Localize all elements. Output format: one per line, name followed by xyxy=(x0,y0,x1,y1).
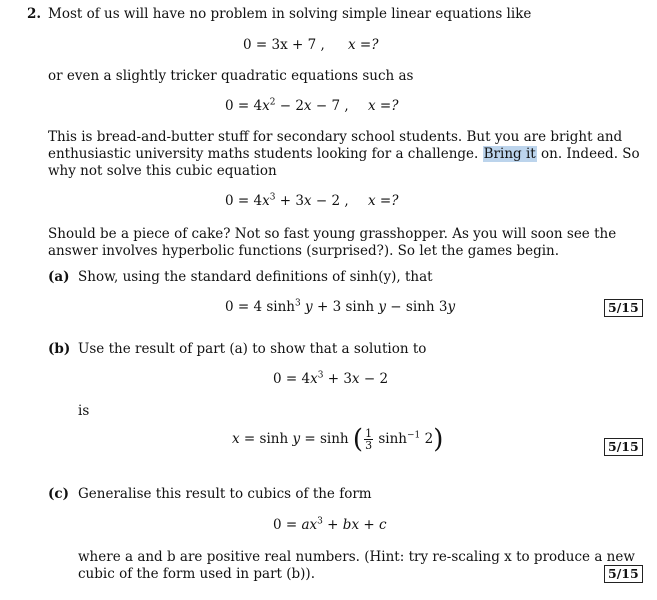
equation-quadratic: $0 = 4x^2 - 2x - 7$ , xyxy=(225,97,349,114)
equation-part-c: $0 = ax^3$ + bx + c xyxy=(273,516,387,533)
part-b-is: is xyxy=(78,403,90,419)
part-a-label: (a) xyxy=(48,269,70,285)
equation-part-b-solution: x = sinh y = sinh ( $\frac{1}{3}$ $\sinh^{-1} 2$) xyxy=(232,424,444,455)
part-b-label: (b) xyxy=(48,341,71,357)
problem-number: 2. xyxy=(27,6,42,22)
equation-quadratic-unknown: x =? xyxy=(368,98,399,114)
equation-cubic-unknown: x =? xyxy=(368,193,399,209)
part-b-text: Use the result of part (a) to show that a solution to xyxy=(78,341,427,357)
quadratic-intro-text: or even a slightly tricker quadratic equations such as xyxy=(48,68,414,84)
equation-linear-lhs: 0 = 3x + 7 , xyxy=(243,37,325,53)
part-c-marks-badge: 5/15 xyxy=(604,565,643,583)
equation-cubic: $0 = 4x^3 + 3x - 2$ , xyxy=(225,192,349,209)
equation-linear-unknown: x =? xyxy=(348,37,379,53)
paragraph-1-line-3: why not solve this cubic equation xyxy=(48,163,277,179)
paragraph-2-line-1: Should be a piece of cake? Not so fast young grasshopper. As you will soon see the xyxy=(48,226,617,242)
part-c-text: Generalise this result to cubics of the form xyxy=(78,486,372,502)
paragraph-1-line-2-end: on. Indeed. So xyxy=(541,146,640,162)
paragraph-1-line-2-start: enthusiastic university maths students looking for a challenge. xyxy=(48,146,479,162)
intro-text: Most of us will have no problem in solving simple linear equations like xyxy=(48,6,532,22)
fraction-one-third: $\frac{1}{3}$ xyxy=(365,427,373,452)
highlighted-text[interactable]: Bring it xyxy=(483,146,536,162)
paragraph-2-line-2: answer involves hyperbolic functions (surprised?). So let the games begin. xyxy=(48,243,560,259)
part-b-marks-badge: 5/15 xyxy=(604,438,643,456)
part-c-hint-line-2: cubic of the form used in part (b)). xyxy=(78,566,315,582)
part-a-marks-badge: 5/15 xyxy=(604,299,643,317)
part-a-text: Show, using the standard definitions of sinh(y), that xyxy=(78,269,433,285)
paragraph-1-line-2 xyxy=(48,146,640,162)
part-c-hint-line-1: where a and b are positive real numbers. (Hint: try re-scaling x to produce a new xyxy=(78,549,635,565)
equation-part-a: 0 = 4 $\sinh^3 y + 3$ sinh y − sinh 3y xyxy=(225,298,456,315)
part-c-label: (c) xyxy=(48,486,69,502)
paragraph-1-line-1: This is bread-and-butter stuff for secondary school students. But you are bright and xyxy=(48,129,623,145)
equation-linear xyxy=(243,37,325,53)
equation-part-b: $0 = 4x^3 + 3x - 2$ xyxy=(273,370,389,387)
